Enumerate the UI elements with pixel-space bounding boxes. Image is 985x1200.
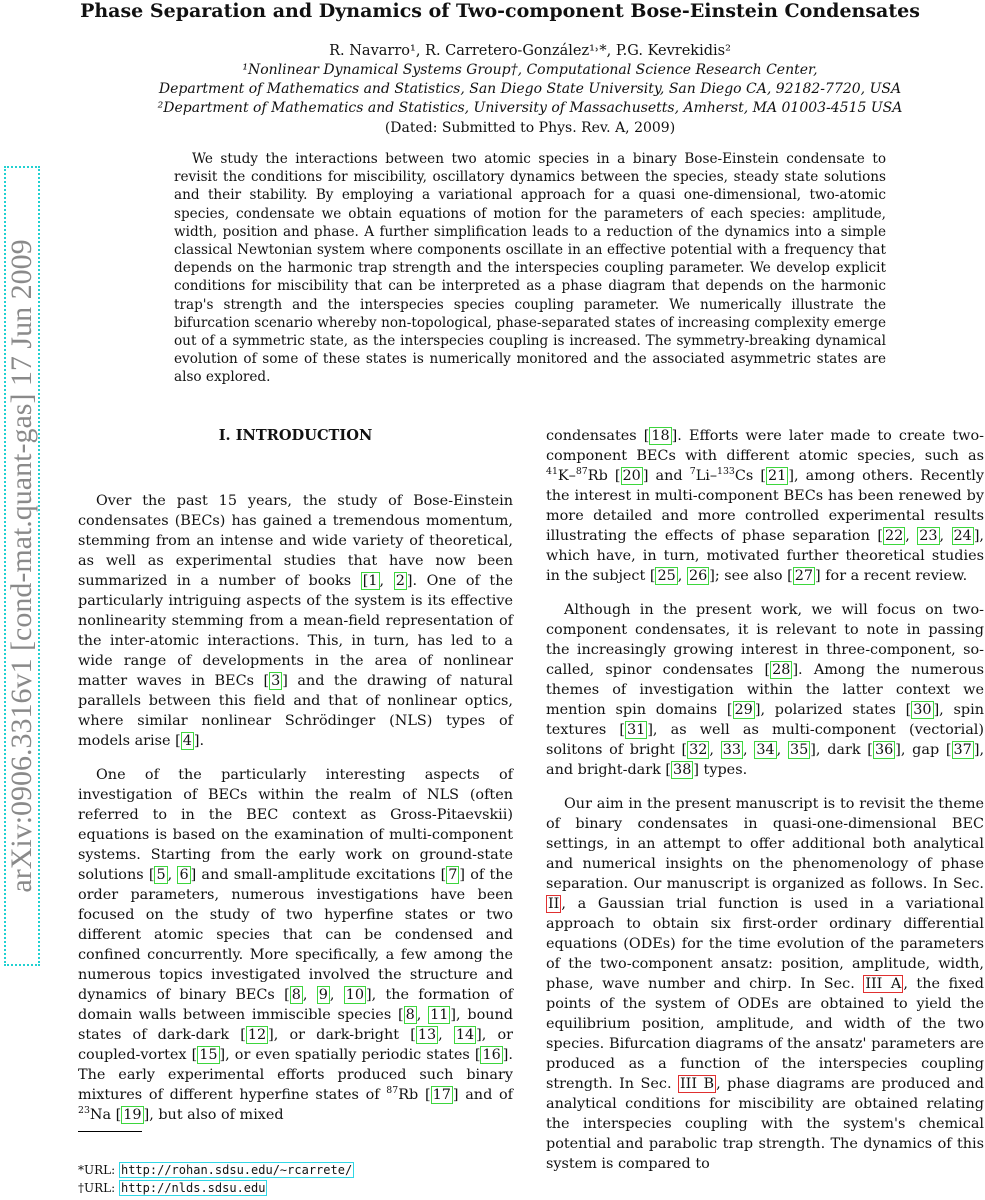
- text-run: ]; see also [: [709, 568, 793, 584]
- text-run: ,: [438, 1027, 454, 1043]
- text-run: ] and of: [452, 1087, 513, 1103]
- text-run: , phase diagrams are produced and analytical conditions for miscibility are obtained relating the interspecies coupling with the system's chemical potential and parabolic trap strength. The dynamics of this system is compared to: [546, 1076, 984, 1172]
- text-run: ,: [167, 867, 178, 883]
- citation-link[interactable]: 18: [651, 428, 670, 444]
- text-run: ], polarized states [: [754, 702, 912, 718]
- isotope-superscript: 87: [386, 1085, 399, 1097]
- text-run: , a Gaussian trial function is used in a variational approach to obtain six first-order ordinary differential equations (ODEs) for the time evolution of the parameters of the two-component ansatz: position, amplitude, width, phase, wave number and chirp. In Sec.: [546, 896, 984, 992]
- text-run: condensates [: [546, 428, 650, 444]
- text-run: ], spin textures [: [546, 702, 984, 738]
- text-run: ]. Among the numerous themes of investigation within the latter context we mention spin domains [: [546, 662, 984, 718]
- paper-title: Phase Separation and Dynamics of Two-component Bose-Einstein Condensates: [80, 0, 920, 22]
- text-run: ], gap [: [895, 742, 952, 758]
- citation-link[interactable]: 36: [874, 742, 894, 758]
- citation-link[interactable]: 10: [345, 987, 365, 1003]
- citation-link[interactable]: 6: [179, 867, 189, 883]
- text-run: Rb [: [398, 1087, 431, 1103]
- text-run: ], or even spatially periodic states [: [219, 1047, 481, 1063]
- affiliation-1: ¹Nonlinear Dynamical Systems Group†, Computational Science Research Center,: [242, 62, 818, 78]
- citation-link[interactable]: 29: [734, 702, 753, 718]
- isotope-superscript: 133: [717, 466, 735, 478]
- text-run: ,: [709, 742, 721, 758]
- citation-link[interactable]: 15: [199, 1047, 218, 1063]
- text-run: ] of the order parameters, numerous investigations have been focused on the study of two hyperfine states or two different atomic species that can be condensed and confined concurrently. More specifically, a few among the numerous topics investigated involved the structure and dynamics of binary BECs [: [78, 867, 514, 1003]
- citation-link[interactable]: 37: [953, 742, 972, 758]
- text-run: Li–: [695, 468, 718, 484]
- text-run: ]. The early experimental efforts produced such binary mixtures of different hyperfine states of: [78, 1047, 513, 1103]
- citation-link[interactable]: 24: [953, 528, 972, 544]
- citation-link[interactable]: 22: [884, 528, 904, 544]
- citation-link[interactable]: 32: [689, 742, 708, 758]
- text-run: Over the past 15 years, the study of Bose-Einstein condensates (BECs) has gained a tremendous momentum, stemming from an intense and wide variety of theoretical, as well as experimental studies that have now been summarized in a number of books: [78, 493, 513, 589]
- citation-link[interactable]: 23: [919, 528, 938, 544]
- text-run: K–: [557, 468, 576, 484]
- text-run: Although in the present work, we will focus on two-component condensates, it is relevant to note in passing the increasingly growing interest in three-component, so-called, spinor condensates [: [546, 602, 984, 678]
- citation-link[interactable]: 26: [688, 568, 708, 584]
- section-reference-link[interactable]: III A: [865, 976, 902, 992]
- citation-link[interactable]: [1: [362, 573, 378, 589]
- left-column-body: [78, 491, 513, 1125]
- text-run: , the fixed points of the system of ODEs are obtained to yield the equilibrium position, amplitude, and width of the two species. Bifurcation diagrams of the ansatz' parameters are produced as a function of the interspecies coupling strength. In Sec.: [546, 976, 984, 1092]
- right-column-paragraph: [546, 794, 984, 1174]
- citation-link[interactable]: 30: [913, 702, 932, 718]
- citation-link[interactable]: 2: [395, 573, 405, 589]
- arxiv-identifier-link[interactable]: [4, 166, 40, 966]
- text-run: ], or coupled-vortex [: [78, 1027, 513, 1063]
- footnote-2: [78, 1180, 267, 1196]
- text-run: ,: [939, 528, 952, 544]
- citation-link[interactable]: 21: [768, 468, 787, 484]
- citation-link[interactable]: 27: [794, 568, 814, 584]
- left-column-paragraph: [78, 765, 513, 1125]
- citation-link[interactable]: 4: [182, 733, 192, 749]
- right-column: [546, 426, 984, 1174]
- dated-line: (Dated: Submitted to Phys. Rev. A, 2009): [384, 120, 676, 136]
- isotope-superscript: 7: [689, 466, 696, 478]
- text-run: ], but also of mixed: [143, 1107, 284, 1123]
- section-reference-link[interactable]: III B: [679, 1076, 715, 1092]
- text-run: ], which have, in turn, motivated further theoretical studies in the subject [: [546, 528, 985, 584]
- text-run: One of the particularly interesting aspects of investigation of BECs within the realm of NLS (often referred to in the BEC context as Gross-Pitaevskii) equations is based on the examination of multi-component systems. Starting from the early work on ground-state solutions [: [78, 767, 513, 883]
- citation-link[interactable]: 28: [772, 662, 791, 678]
- citation-link[interactable]: 8: [291, 987, 301, 1003]
- text-run: ]. Efforts were later made to create two-component BECs with different atomic species, such as: [546, 428, 984, 464]
- text-run: ] types.: [693, 762, 748, 778]
- text-run: ] and the drawing of natural parallels between this field and that of nonlinear optics, where similar nonlinear Schrödinger (NLS) types of models arise [: [78, 673, 513, 749]
- citation-link[interactable]: 7: [448, 867, 458, 883]
- citation-link[interactable]: 3: [271, 673, 281, 689]
- text-run: ,: [776, 742, 788, 758]
- citation-link[interactable]: 12: [247, 1027, 267, 1043]
- citation-link[interactable]: 5: [156, 867, 166, 883]
- footnote-2-mark: †URL:: [78, 1181, 119, 1195]
- text-run: ,: [379, 573, 394, 589]
- text-run: Rb [: [587, 468, 621, 484]
- section-heading: I. INTRODUCTION: [218, 427, 373, 444]
- abstract: We study the interactions between two atomic species in a binary Bose-Einstein condensate to revisit the conditions for miscibility, oscillatory dynamics between the species, steady state solutions and their stability. By employing a variational approach for a quasi one-dimensional, two-atomic species, condensate we obtain equations of motion for the parameters of each species: amplitude, width, position and phase. A further simplification leads to a reduction of the dynamics into a simple classical Newtonian system where components oscillate in an effective potential with a frequency that depends on the harmonic trap strength and the interspecies coupling parameter. We develop explicit conditions for miscibility that can be interpreted as a phase diagram that depends on the harmonic trap's strength and the interspecies species coupling parameter. We numerically illustrate the bifurcation scenario whereby non-topological, phase-separated states of increasing complexity emerge out of a symmetric state, as the interspecies coupling is increased. The symmetry-breaking dynamical evolution of some of these states is numerically monitored and the associated asymmetric states are also explored.: [174, 151, 886, 386]
- footnote-2-url-link[interactable]: http://nlds.sdsu.edu: [120, 1181, 266, 1195]
- footnote-1-url-link[interactable]: http://rohan.sdsu.edu/∼rcarrete/: [120, 1163, 353, 1177]
- citation-link[interactable]: 25: [657, 568, 676, 584]
- text-run: ,: [905, 528, 918, 544]
- text-run: ], and bright-dark [: [546, 742, 985, 778]
- isotope-superscript: 41: [546, 466, 558, 478]
- author-list: R. Navarro¹, R. Carretero-González¹˒*, P.G. Kevrekidis²: [329, 43, 731, 59]
- right-column-paragraph: [546, 426, 984, 586]
- footnote-1-mark: *URL:: [78, 1163, 119, 1177]
- text-run: ].: [193, 733, 205, 749]
- text-run: ], among others. Recently the interest in multi-component BECs has been renewed by more detailed and more controlled experimental results illustrating the effects of phase separation [: [546, 468, 984, 544]
- left-column-paragraph: [78, 491, 513, 751]
- footnote-rule: [78, 1131, 142, 1132]
- citation-link[interactable]: 14: [455, 1027, 475, 1043]
- text-run: ,: [329, 987, 344, 1003]
- citation-link[interactable]: 13: [417, 1027, 437, 1043]
- text-run: ]. One of the particularly intriguing aspects of the system is its effective nonlinearity stemming from a mean-field representation of the inter-atomic interactions. This, in turn, has led to a wide range of developments in the area of nonlinear matter waves in BECs [: [78, 573, 513, 689]
- citation-link[interactable]: 34: [756, 742, 775, 758]
- text-run: ,: [743, 742, 755, 758]
- isotope-superscript: 87: [575, 466, 588, 478]
- citation-link[interactable]: 17: [432, 1087, 451, 1103]
- text-run: ,: [416, 1007, 429, 1023]
- text-run: ] and: [642, 468, 690, 484]
- footnote-1: [78, 1162, 354, 1178]
- citation-link[interactable]: 20: [622, 468, 641, 484]
- text-run: Our aim in the present manuscript is to revisit the theme of binary condensates in quasi-one-dimensional BEC settings, in an attempt to offer additional both analytical and numerical insights on the phenomenology of phase separation. Our manuscript is organized as follows. In Sec.: [546, 796, 984, 892]
- text-run: ], the formation of domain walls between immiscible species [: [78, 987, 513, 1023]
- left-column: [78, 426, 513, 1125]
- text-run: ], as well as multi-component (vectorial) solitons of bright [: [546, 722, 985, 758]
- text-run: ], bound states of dark-dark [: [78, 1007, 513, 1043]
- citation-link[interactable]: 8: [405, 1007, 415, 1023]
- text-run: ], dark [: [810, 742, 873, 758]
- citation-link[interactable]: 38: [673, 762, 692, 778]
- text-run: Cs [: [734, 468, 767, 484]
- citation-link[interactable]: 11: [430, 1007, 449, 1023]
- citation-link[interactable]: 31: [627, 722, 646, 738]
- text-run: ,: [677, 568, 687, 584]
- text-run: ] for a recent review.: [815, 568, 968, 584]
- citation-link[interactable]: 35: [789, 742, 809, 758]
- right-column-body: [546, 426, 984, 1174]
- section-reference-link[interactable]: II: [548, 896, 560, 912]
- citation-link[interactable]: 19: [123, 1107, 142, 1123]
- text-run: Na [: [89, 1107, 122, 1123]
- citation-link[interactable]: 9: [318, 987, 328, 1003]
- citation-link[interactable]: 33: [722, 742, 742, 758]
- right-column-paragraph: [546, 600, 984, 780]
- affiliation-2: ²Department of Mathematics and Statistics, University of Massachusetts, Amherst, MA 01003-4515 USA: [157, 100, 903, 116]
- text-run: ], or dark-bright [: [268, 1027, 416, 1043]
- citation-link[interactable]: 16: [482, 1047, 501, 1063]
- isotope-superscript: 23: [78, 1105, 90, 1117]
- text-run: ,: [302, 987, 317, 1003]
- arxiv-identifier-text: arXiv:0906.3316v1 [cond-mat.quant-gas] 17 Jun 2009: [5, 239, 38, 893]
- text-run: ] and small-amplitude excitations [: [190, 867, 447, 883]
- affiliation-1-department: Department of Mathematics and Statistics, San Diego State University, San Diego CA, 92182-7720, USA: [158, 81, 902, 97]
